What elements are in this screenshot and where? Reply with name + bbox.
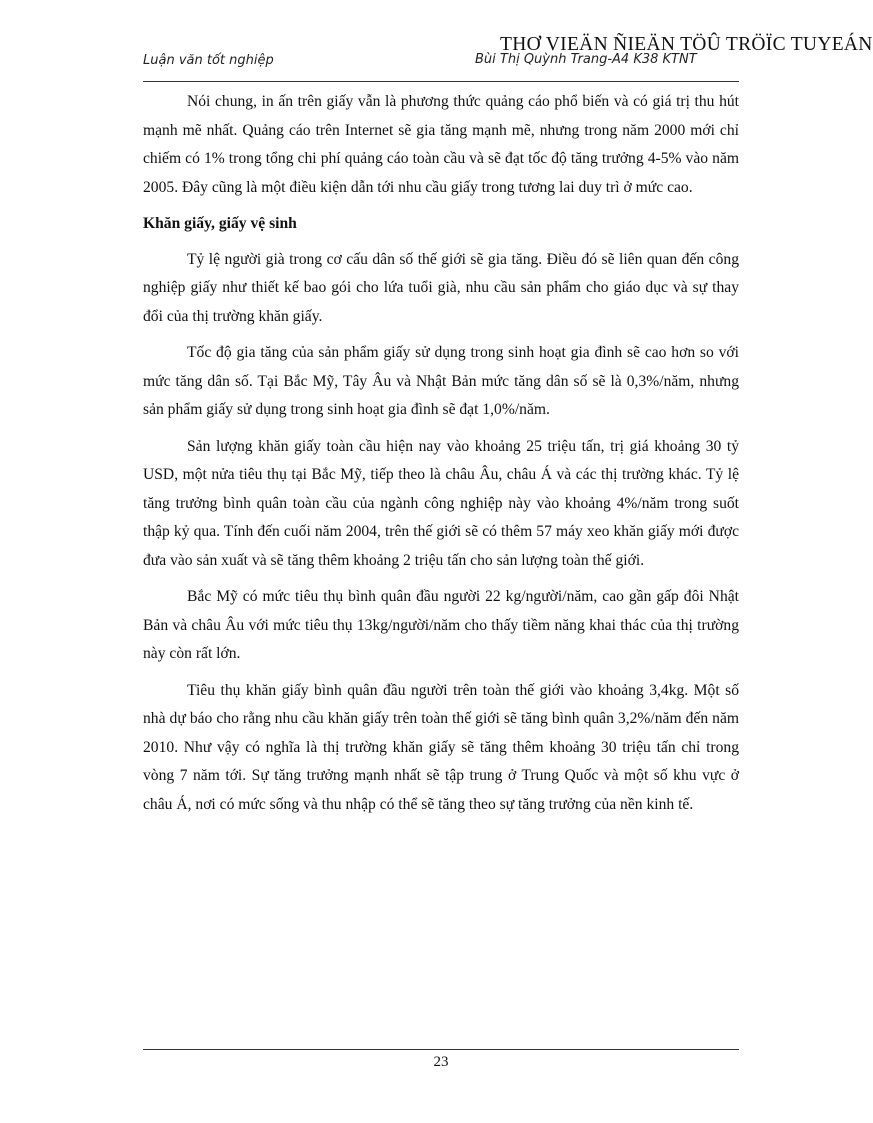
footer-divider [143, 1049, 739, 1050]
page-number: 23 [433, 1054, 449, 1070]
paragraph-3: Tốc độ gia tăng của sản phẩm giấy sử dụng trong sinh hoạt gia đình sẽ cao hơn so với mức tăng dân số. Tại Bắc Mỹ, Tây Âu và Nhật Bản mức tăng dân số sẽ là 0,3%/năm, nhưng sản phẩm giấy sử dụng trong sinh hoạt gia đình sẽ đạt 1,0%/năm. [143, 344, 739, 418]
paragraph-1: Nói chung, in ấn trên giấy vẫn là phương thức quảng cáo phổ biến và có giá trị thu hút mạnh mẽ nhất. Quảng cáo trên Internet sẽ gia tăng mạnh mẽ, nhưng trong năm 2000 mới chỉ chiếm có 1% trong tổng chi phí quảng cáo toàn cầu và sẽ đạt tốc độ tăng trưởng 4-5% vào năm 2005. Đây cũng là một điều kiện dẫn tới nhu cầu giấy trong tương lai duy trì ở mức cao. [143, 93, 739, 196]
page-body [143, 88, 739, 827]
header-divider [143, 81, 739, 82]
header-right-author: Bùi Thị Quỳnh Trang-A4 K38 KTNT [475, 52, 697, 67]
paragraph-6: Tiêu thụ khăn giấy bình quân đầu người trên toàn thế giới vào khoảng 3,4kg. Một số nhà dự báo cho rằng nhu cầu khăn giấy trên toàn thế giới sẽ tăng bình quân 3,2%/năm đến năm 2010. Như vậy có nghĩa là thị trường khăn giấy sẽ tăng thêm khoảng 30 triệu tấn chỉ trong vòng 7 năm tới. Sự tăng trưởng mạnh nhất sẽ tập trung ở Trung Quốc và một số khu vực ở châu Á, nơi có mức sống và thu nhập có thể sẽ tăng theo sự tăng trưởng của nền kinh tế. [143, 681, 739, 813]
paragraph-2: Tỷ lệ người già trong cơ cấu dân số thế giới sẽ gia tăng. Điều đó sẽ liên quan đến công nghiệp giấy như thiết kế bao gói cho lứa tuổi già, nhu cầu sản phẩm cho giáo dục và sự thay đổi của thị trường khăn giấy. [143, 250, 739, 325]
section-heading: Khăn giấy, giấy vệ sinh [143, 215, 297, 232]
watermark-text: THƠ VIEÄN ÑIEÄN TÖÛ TRÖÏC TUYEÁN [500, 34, 873, 55]
paragraph-4: Sản lượng khăn giấy toàn cầu hiện nay vào khoảng 25 triệu tấn, trị giá khoảng 30 tỷ USD, một nửa tiêu thụ tại Bắc Mỹ, tiếp theo là châu Âu, châu Á và các thị trường khác. Tỷ lệ tăng trưởng bình quân toàn cầu của ngành công nghiệp này vào khoảng 4%/năm trong suốt thập kỷ qua. Tính đến cuối năm 2004, trên thế giới sẽ có thêm 57 máy xeo khăn giấy mới được đưa vào sản xuất và sẽ tăng thêm khoảng 2 triệu tấn cho sản lượng toàn thế giới. [143, 437, 739, 569]
paragraph-5: Bắc Mỹ có mức tiêu thụ bình quân đầu người 22 kg/người/năm, cao gần gấp đôi Nhật Bản và châu Âu với mức tiêu thụ 13kg/người/năm cho thấy tiềm năng khai thác của thị trường này còn rất lớn. [143, 588, 739, 662]
header-left-title: Luận văn tốt nghiệp [143, 53, 274, 68]
